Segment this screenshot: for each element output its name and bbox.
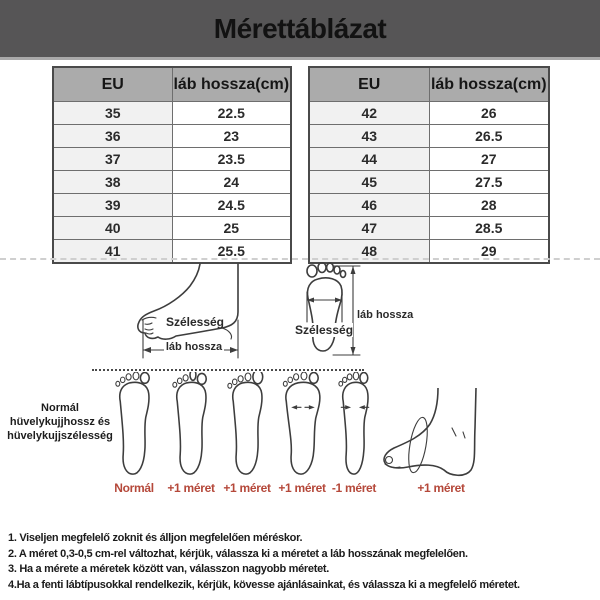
foot-top-view-drawing — [307, 263, 360, 356]
table-header-row — [53, 67, 291, 102]
eu-cell: 44 — [309, 148, 429, 171]
foot-type-label: +1 méret — [417, 481, 465, 495]
foot-type-label: +1 méret — [167, 481, 215, 495]
foot-type-label: +1 méret — [223, 481, 271, 495]
column-header-eu: EU — [309, 67, 429, 102]
eu-cell: 45 — [309, 171, 429, 194]
foot-type-label: +1 méret — [278, 481, 326, 495]
size-table-right — [308, 66, 550, 264]
length-cell: 24 — [172, 171, 291, 194]
table-header-row — [309, 67, 549, 102]
foot-type-long-second-toe-drawing — [169, 372, 213, 480]
column-header-length: láb hossza(cm) — [429, 67, 549, 102]
length-cell: 26 — [429, 102, 549, 125]
table-row — [309, 102, 549, 125]
length-cell: 26.5 — [429, 125, 549, 148]
length-cell: 22.5 — [172, 102, 291, 125]
length-cell: 28 — [429, 194, 549, 217]
note-line-2: 2. A méret 0,3-0,5 cm-rel változhat, kérjük, válassza ki a méretet a láb hosszának megfelelően. — [8, 547, 468, 560]
foot-type-label: Normál — [114, 481, 154, 495]
length-cell: 27 — [429, 148, 549, 171]
table-row — [309, 217, 549, 240]
size-table-left — [52, 66, 292, 264]
note-line-1: 1. Viseljen megfelelő zoknit és álljon megfelelően méréskor. — [8, 532, 303, 544]
eu-cell: 43 — [309, 125, 429, 148]
length-cell: 29 — [429, 240, 549, 264]
table-row — [53, 217, 291, 240]
foot-type-narrow-drawing — [336, 372, 374, 480]
column-header-length: láb hossza(cm) — [172, 67, 291, 102]
table-row — [53, 102, 291, 125]
length-cell: 28.5 — [429, 217, 549, 240]
table-row — [309, 125, 549, 148]
side-width-label: Szélesség — [165, 315, 225, 329]
top-length-label: láb hossza — [357, 309, 414, 321]
length-cell: 25.5 — [172, 240, 291, 264]
foot-type-long-big-toe-drawing — [225, 372, 269, 480]
eu-cell: 37 — [53, 148, 172, 171]
top-width-label: Szélesség — [295, 323, 354, 337]
eu-cell: 41 — [53, 240, 172, 264]
dashed-divider — [0, 258, 600, 260]
foot-type-wide-drawing — [280, 372, 324, 480]
eu-cell: 40 — [53, 217, 172, 240]
column-header-eu: EU — [53, 67, 172, 102]
foot-type-label: -1 méret — [331, 481, 377, 495]
table-row — [53, 125, 291, 148]
eu-cell: 35 — [53, 102, 172, 125]
eu-cell: 36 — [53, 125, 172, 148]
table-row — [53, 148, 291, 171]
length-cell: 24.5 — [172, 194, 291, 217]
table-row — [309, 194, 549, 217]
table-row — [309, 171, 549, 194]
eu-cell: 39 — [53, 194, 172, 217]
foot-type-normal-drawing — [112, 372, 156, 480]
length-cell: 25 — [172, 217, 291, 240]
instruction-notes — [8, 531, 600, 593]
note-line-4: 4.Ha a fenti lábtípusokkal rendelkezik, kérjük, kövesse ajánlásainkat, és válassza ki a megfelelő méretet. — [8, 578, 520, 591]
header-bar — [0, 0, 600, 60]
length-cell: 27.5 — [429, 171, 549, 194]
page-title: Mérettáblázat — [213, 12, 387, 44]
eu-cell: 42 — [309, 102, 429, 125]
table-row — [53, 194, 291, 217]
eu-cell: 48 — [309, 240, 429, 264]
side-length-label: láb hossza — [165, 341, 223, 353]
table-row — [53, 171, 291, 194]
length-cell: 23.5 — [172, 148, 291, 171]
eu-cell: 46 — [309, 194, 429, 217]
dotted-divider — [92, 369, 364, 371]
foot-type-high-instep-drawing — [378, 388, 496, 480]
note-line-3: 3. Ha a mérete a méretek között van, válasszon nagyobb méretet. — [8, 563, 330, 576]
eu-cell: 47 — [309, 217, 429, 240]
eu-cell: 38 — [53, 171, 172, 194]
toe-type-caption: Normál hüvelykujjhossz és hüvelykujjszélesség — [7, 402, 113, 442]
table-row — [309, 148, 549, 171]
length-cell: 23 — [172, 125, 291, 148]
